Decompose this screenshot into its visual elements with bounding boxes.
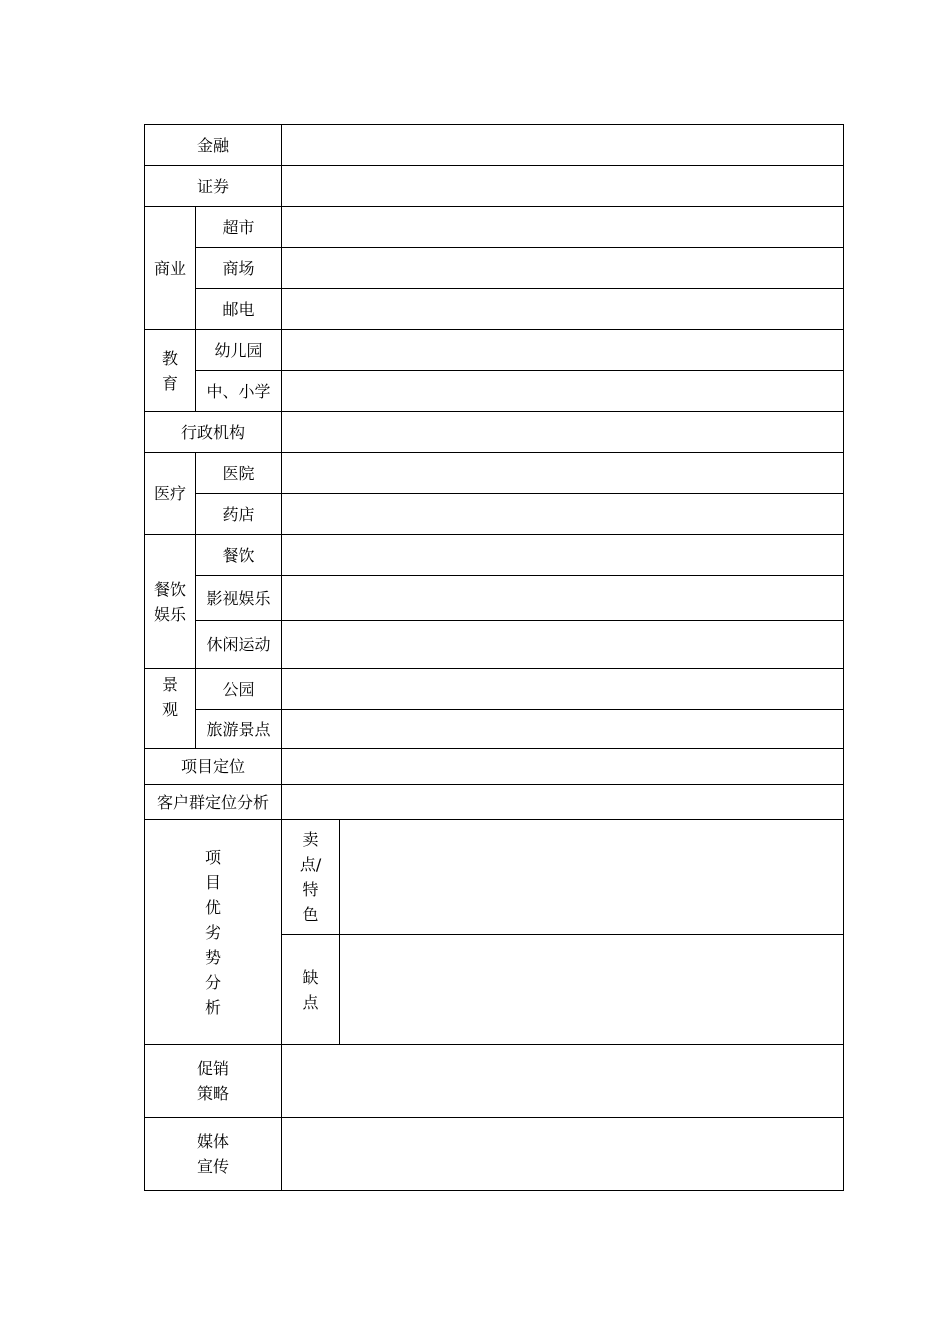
- field-weaknesses[interactable]: [340, 935, 844, 1045]
- row-admin: [145, 412, 844, 453]
- row-landscape-scenic: [145, 710, 844, 749]
- row-finance: [145, 125, 844, 166]
- label-leisure-sports: 休闲运动: [196, 621, 282, 669]
- row-commerce-post: [145, 289, 844, 330]
- label-project-positioning: 项目定位: [145, 749, 282, 785]
- label-pharmacy: 药店: [196, 494, 282, 535]
- row-securities: [145, 166, 844, 207]
- row-dining-cinema: [145, 576, 844, 621]
- field-promotion-strategy[interactable]: [282, 1045, 844, 1118]
- field-finance[interactable]: [282, 125, 844, 166]
- label-supermarket: 超市: [196, 207, 282, 248]
- row-medical-pharmacy: [145, 494, 844, 535]
- label-hospital: 医院: [196, 453, 282, 494]
- row-dining-leisure: [145, 621, 844, 669]
- row-medical-hospital: [145, 453, 844, 494]
- field-primary-middle-school[interactable]: [282, 371, 844, 412]
- field-mall[interactable]: [282, 248, 844, 289]
- field-project-positioning[interactable]: [282, 749, 844, 785]
- label-primary-middle-school: 中、小学: [196, 371, 282, 412]
- row-landscape-park: [145, 669, 844, 710]
- field-cinema-entertainment[interactable]: [282, 576, 844, 621]
- label-selling-points: 卖 点/ 特 色: [282, 820, 340, 935]
- row-education-school: [145, 371, 844, 412]
- label-promotion-strategy: 促销 策略: [145, 1045, 282, 1118]
- row-promotion: [145, 1045, 844, 1118]
- label-customer-analysis: 客户群定位分析: [145, 785, 282, 820]
- field-kindergarten[interactable]: [282, 330, 844, 371]
- label-landscape: 景 观: [145, 669, 196, 749]
- label-medical: 医疗: [145, 453, 196, 535]
- field-securities[interactable]: [282, 166, 844, 207]
- field-selling-points[interactable]: [340, 820, 844, 935]
- label-restaurant: 餐饮: [196, 535, 282, 576]
- label-scenic-spots: 旅游景点: [196, 710, 282, 749]
- row-commerce-mall: [145, 248, 844, 289]
- field-supermarket[interactable]: [282, 207, 844, 248]
- label-commerce: 商业: [145, 207, 196, 330]
- field-pharmacy[interactable]: [282, 494, 844, 535]
- label-education: 教 育: [145, 330, 196, 412]
- label-mall: 商场: [196, 248, 282, 289]
- project-survey-form: [144, 124, 844, 1191]
- label-kindergarten: 幼儿园: [196, 330, 282, 371]
- label-finance: 金融: [145, 125, 282, 166]
- row-dining-restaurant: [145, 535, 844, 576]
- field-scenic-spots[interactable]: [282, 710, 844, 749]
- label-park: 公园: [196, 669, 282, 710]
- label-cinema-entertainment: 影视娱乐: [196, 576, 282, 621]
- row-positioning: [145, 749, 844, 785]
- row-customer: [145, 785, 844, 820]
- field-media-publicity[interactable]: [282, 1118, 844, 1191]
- label-swot-analysis: 项 目 优 劣 势 分 析: [145, 820, 282, 1045]
- row-commerce-supermarket: [145, 207, 844, 248]
- label-post-telecom: 邮电: [196, 289, 282, 330]
- field-park[interactable]: [282, 669, 844, 710]
- label-admin-institutions: 行政机构: [145, 412, 282, 453]
- row-education-kindergarten: [145, 330, 844, 371]
- row-media: [145, 1118, 844, 1191]
- field-post-telecom[interactable]: [282, 289, 844, 330]
- field-leisure-sports[interactable]: [282, 621, 844, 669]
- field-admin-institutions[interactable]: [282, 412, 844, 453]
- label-dining-entertainment: 餐饮 娱乐: [145, 535, 196, 669]
- row-swot-selling: [145, 820, 844, 935]
- field-restaurant[interactable]: [282, 535, 844, 576]
- label-weaknesses: 缺 点: [282, 935, 340, 1045]
- field-customer-analysis[interactable]: [282, 785, 844, 820]
- label-securities: 证券: [145, 166, 282, 207]
- label-media-publicity: 媒体 宣传: [145, 1118, 282, 1191]
- field-hospital[interactable]: [282, 453, 844, 494]
